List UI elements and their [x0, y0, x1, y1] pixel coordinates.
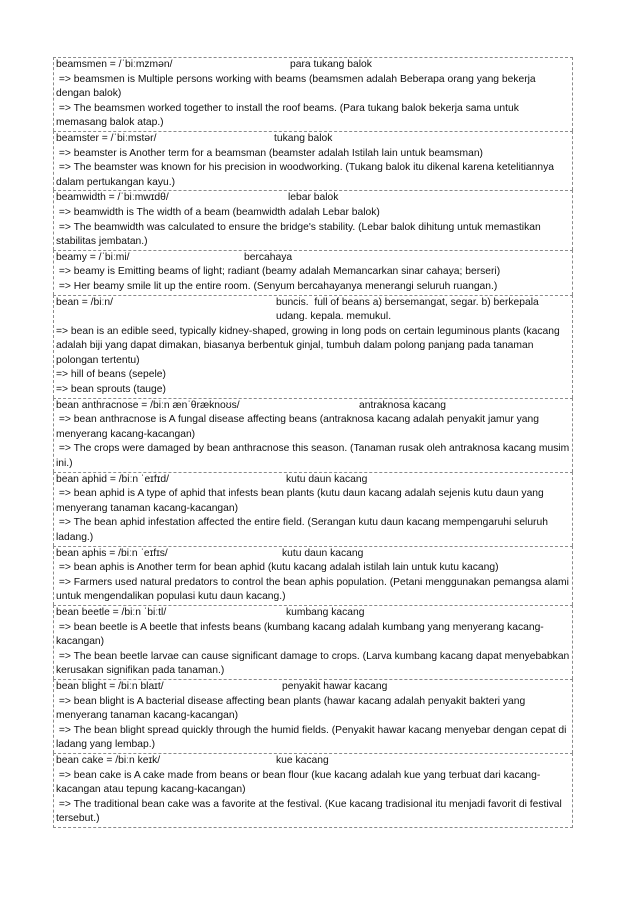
entry-term: bean aphis = /biːn ˈeɪfɪs/ — [56, 547, 168, 559]
entry-heading — [56, 58, 570, 73]
entry-line: => beamy is Emitting beams of light; radiant (beamy adalah Memancarkan sinar cahaya; berseri) — [56, 266, 501, 278]
entry-line: => The bean beetle larvae can cause significant damage to crops. (Larva kumbang kacang dapat menyebabkan kerusakan signifikan pada tanaman.) — [56, 650, 573, 677]
entry-heading — [56, 132, 570, 147]
entry-term: beamy = /ˈbiːmi/ — [56, 251, 130, 263]
entry-line: => The beamwidth was calculated to ensure the bridge's stability. (Lebar balok dihitung untuk memastikan stabilitas jembatan.) — [56, 221, 544, 248]
entry-translation: tukang balok — [274, 132, 333, 144]
entry-heading — [56, 606, 570, 621]
entry-translation: kue kacang — [276, 754, 329, 766]
entry-line: => bean aphid is A type of aphid that infests bean plants (kutu daun kacang adalah sejenis kutu daun yang menyerang tanaman kacang-kacangan) — [56, 488, 547, 514]
vocabulary-entry — [53, 57, 573, 131]
entry-line: => beamster is Another term for a beamsman (beamster adalah Istilah lain untuk beamsman) — [56, 147, 483, 159]
entry-line: => The beamsmen worked together to install the roof beams. (Para tukang balok bekerja sama untuk memasang balok atap.) — [56, 102, 522, 129]
entry-line: => bean sprouts (tauge) — [56, 384, 166, 396]
entry-term: bean = /biːn/ — [56, 296, 113, 308]
entry-line: => Farmers used natural predators to control the bean aphis population. (Petani menggunakan pemangsa alami untuk mengendalikan populasi kutu daun kacang.) — [56, 576, 572, 603]
entry-term: beamwidth = /ˈbiːmwɪdθ/ — [56, 192, 169, 204]
entry-translation: para tukang balok — [290, 59, 372, 70]
entry-heading — [56, 296, 570, 325]
entry-line: => bean blight is A bacterial disease affecting bean plants (hawar kacang adalah penyakit bakteri yang menyerang tanaman kacang-kacangan) — [56, 695, 529, 722]
entry-line: => The traditional bean cake was a favorite at the festival. (Kue kacang tradisional itu menjadi favorit di festival tersebut.) — [56, 798, 565, 825]
entry-term: beamster = /ˈbiːmstər/ — [56, 132, 157, 144]
entry-translation: buncis. full of beans a) bersemangat, segar. b) berkepala udang. kepala. memukul. — [276, 296, 542, 323]
entry-translation: antraknosa kacang — [359, 399, 447, 411]
entry-line: => The bean blight spread quickly through the humid fields. (Penyakit hawar kacang menyebar dengan cepat di ladang yang lembap.) — [56, 724, 570, 751]
entry-translation: penyakit hawar kacang — [282, 680, 388, 692]
entry-line: => Her beamy smile lit up the entire room. (Senyum bercahayanya menerangi seluruh ruangan.) — [56, 280, 498, 292]
vocabulary-entry — [53, 546, 573, 605]
entry-heading — [56, 191, 570, 206]
entry-line: => bean is an edible seed, typically kidney-shaped, growing in long pods on certain leguminous plants (kacang adalah biji yang dapat dimakan, biasanya berbentuk ginjal, tumbuh dalam polong panjang pada tanaman polongan tertentu) — [56, 325, 563, 366]
entry-line: => beamwidth is The width of a beam (beamwidth adalah Lebar balok) — [56, 206, 380, 218]
entry-line: => bean anthracnose is A fungal disease affecting beans (antraknosa kacang adalah penyakit jamur yang menyerang kacang-kacangan) — [56, 414, 542, 440]
entry-term: bean blight = /biːn blaɪt/ — [56, 680, 164, 692]
vocabulary-entry — [53, 398, 573, 472]
vocabulary-entry — [53, 131, 573, 190]
entry-heading — [56, 251, 570, 266]
entry-line: => bean cake is A cake made from beans or bean flour (kue kacang adalah kue yang terbuat dari kacang-kacangan atau tepung kacang-kacangan) — [56, 769, 541, 796]
entry-line: => The bean aphid infestation affected the entire field. (Serangan kutu daun kacang mempengaruhi seluruh ladang.) — [56, 517, 551, 543]
entry-line: => bean beetle is A beetle that infests beans (kumbang kacang adalah kumbang yang menyerang kacang-kacangan) — [56, 621, 544, 648]
entry-line: => The crops were damaged by bean anthracnose this season. (Tanaman rusak oleh antraknosa kacang musim ini.) — [56, 443, 573, 470]
vocabulary-entry — [53, 250, 573, 295]
entry-heading — [56, 547, 570, 562]
entry-translation: kutu daun kacang — [282, 547, 364, 559]
vocabulary-entry — [53, 472, 573, 546]
vocabulary-entry — [53, 190, 573, 249]
entry-line: => bean aphis is Another term for bean aphid (kutu kacang adalah istilah lain untuk kutu kacang) — [56, 562, 499, 574]
entry-heading — [56, 680, 570, 695]
vocabulary-entry — [53, 295, 573, 398]
entry-line: => hill of beans (sepele) — [56, 369, 166, 381]
vocabulary-document — [53, 57, 573, 828]
entry-heading — [56, 473, 570, 488]
vocabulary-entry — [53, 605, 573, 679]
entry-translation: kumbang kacang — [286, 606, 365, 618]
entry-term: bean beetle = /biːn ˈbiːtl/ — [56, 606, 167, 618]
vocabulary-entry — [53, 753, 573, 828]
vocabulary-entry — [53, 679, 573, 753]
entry-translation: bercahaya — [244, 251, 293, 263]
entry-translation: kutu daun kacang — [286, 473, 368, 485]
entry-term: bean cake = /biːn keɪk/ — [56, 754, 161, 766]
entry-line: => beamsmen is Multiple persons working with beams (beamsmen adalah Beberapa orang yang bekerja dengan balok) — [56, 73, 539, 100]
entry-translation: lebar balok — [288, 192, 339, 204]
entry-heading — [56, 754, 570, 769]
entry-term: beamsmen = /ˈbiːmzmən/ — [56, 59, 173, 70]
entry-heading — [56, 399, 570, 414]
entry-term: bean anthracnose = /biːn ænˈθræknoʊs/ — [56, 399, 240, 411]
entry-term: bean aphid = /biːn ˈeɪfɪd/ — [56, 473, 169, 485]
entry-line: => The beamster was known for his precision in woodworking. (Tukang balok itu dikenal karena ketelitiannya dalam pertukangan kayu.) — [56, 162, 557, 188]
